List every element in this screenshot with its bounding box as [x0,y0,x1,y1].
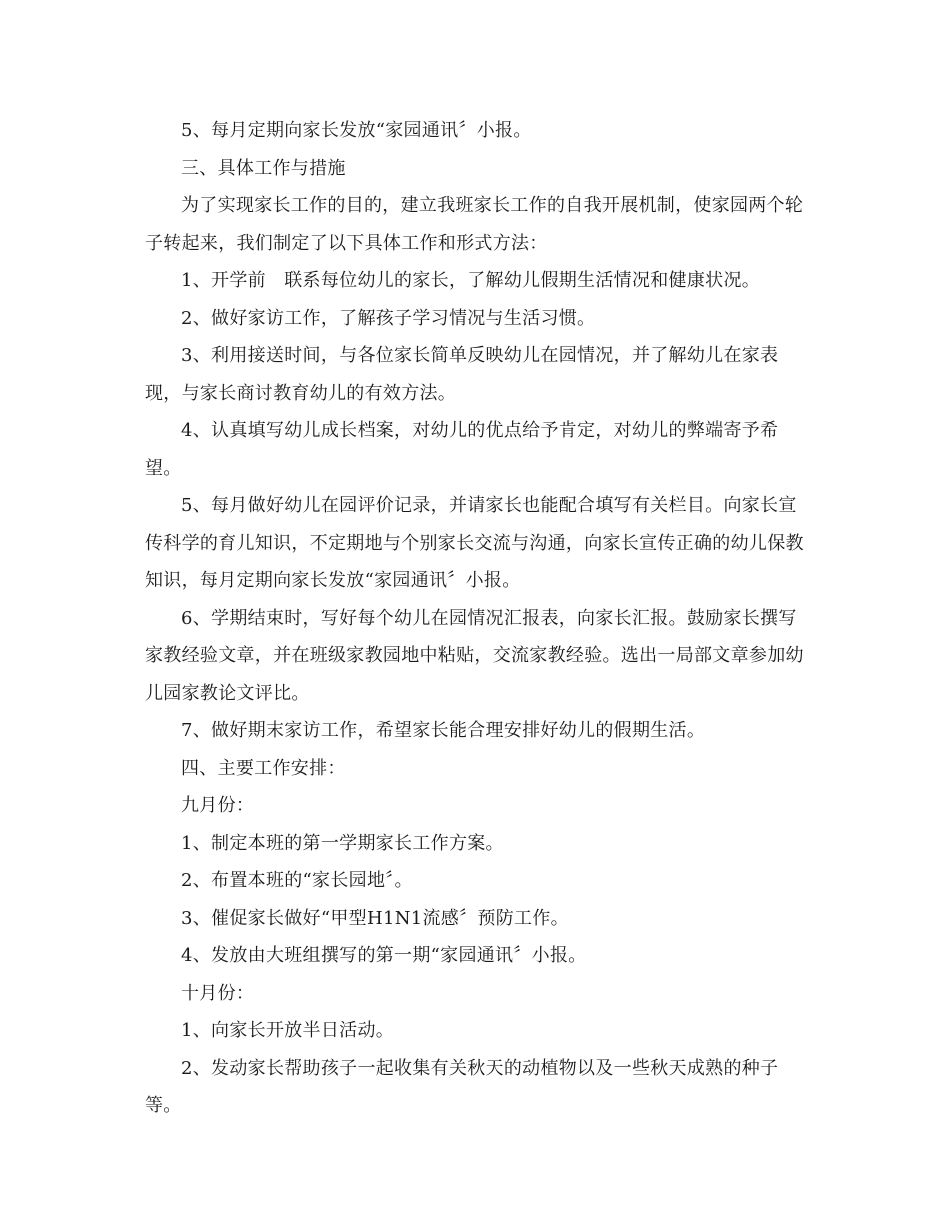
paragraph-4: 1、开学前 联系每位幼儿的家长，了解幼儿假期生活情况和健康状况。 [181,270,761,291]
section-heading-measures: 三、具体工作与措施 [181,157,346,179]
month-heading-october: 十月份： [181,982,255,1004]
paragraph-3: 为了实现家长工作的目的，建立我班家长工作的自我开展机制，使家园两个轮子转起来，我们制定了以下具体工作和形式方法： [145,195,804,254]
paragraph-18: 1、向家长开放半日活动。 [181,1020,395,1041]
paragraph-8: 5、每月做好幼儿在园评价记录，并请家长也能配合填写有关栏目。向家长宣传科学的育儿知识，不定期地与个别家长交流与沟通，向家长宣传正确的幼儿保教知识，每月定期向家长发放“家园通讯〞小报。 [145,495,804,591]
paragraph-13: 1、制定本班的第一学期家长工作方案。 [181,832,504,854]
paragraph-10: 7、做好期末家访工作，希望家长能合理安排好幼儿的假期生活。 [181,720,706,741]
paragraph-6: 3、利用接送时间，与各位家长简单反映幼儿在园情况，并了解幼儿在家表现，与家长商讨教育幼儿的有效方法。 [145,345,779,404]
paragraph-9: 6、学期结束时，写好每个幼儿在园情况汇报表，向家长汇报。鼓励家长撰写家教经验文章，并在班级家教园地中粘贴，交流家教经验。选出一局部文章参加幼儿园家教论文评比。 [145,607,804,704]
paragraph-7: 4、认真填写幼儿成长档案，对幼儿的优点给予肯定，对幼儿的弊端寄予希望。 [145,420,779,479]
section-heading-schedule: 四、主要工作安排： [181,757,346,779]
month-heading-september: 九月份： [181,795,255,816]
paragraph-1: 5、每月定期向家长发放“家园通讯〞小报。 [181,120,532,141]
paragraph-5: 2、做好家访工作，了解孩子学习情况与生活习惯。 [181,307,596,329]
paragraph-15: 3、催促家长做好“甲型H1N1流感〞预防工作。 [181,907,569,929]
paragraph-19: 2、发动家长帮助孩子一起收集有关秋天的动植物以及一些秋天成熟的种子等。 [145,1057,779,1116]
document-body [145,112,810,1125]
paragraph-16: 4、发放由大班组撰写的第一期“家园通讯〞小报。 [181,945,587,966]
paragraph-14: 2、布置本班的“家长园地〞。 [181,870,413,891]
